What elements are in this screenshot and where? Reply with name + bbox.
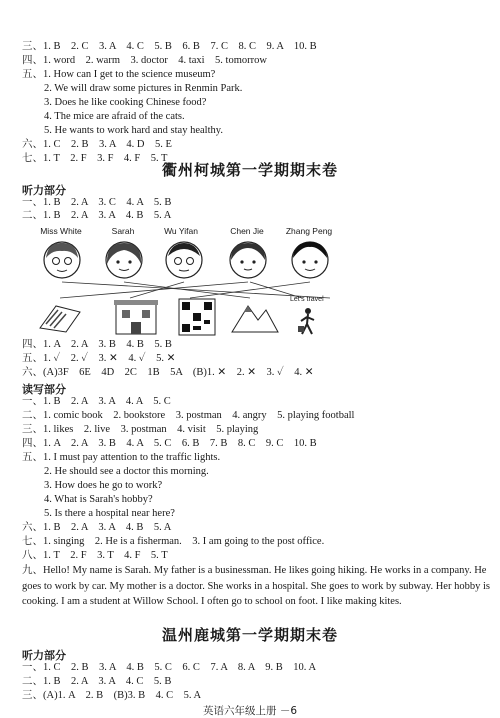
listening-label: 听力部分 [22,649,66,662]
answer-line: 三、1. B 2. C 3. A 4. C 5. B 6. B 7. C 8. C 9. A 10. B [22,41,317,52]
answer-line: 5. Is there a hospital near here? [44,508,175,519]
character-names [0,226,500,238]
answer-line: 三、(A)1. A 2. B (B)3. B 4. C 5. A [22,690,202,701]
answer-line: 4. The mice are afraid of the cats. [44,111,185,122]
name-label: Wu Yifan [164,226,198,236]
answer-line: 二、1. B 2. A 3. A 4. B 5. A [22,210,172,221]
answer-line: 四、1. A 2. A 3. B 4. B 5. B [22,339,172,350]
listening-label: 听力部分 [22,184,66,197]
portrait-wu-yifan [164,240,204,284]
page-footer: 英语六年级上册 －6 [202,705,298,717]
answer-line: 七、1. T 2. F 3. F 4. F 5. T [22,153,168,164]
scene-building-picture [112,296,160,336]
scene-subway-picture [178,298,216,336]
answer-line: 四、1. A 2. A 3. B 4. A 5. C 6. B 7. B 8. C 9. C 10. B [22,438,317,449]
answer-line: 七、1. singing 2. He is a fisherman. 3. I am going to the post office. [22,536,325,547]
portrait-sarah [104,240,144,284]
answer-line: 六、1. B 2. A 3. A 4. B 5. A [22,522,172,533]
answer-line: 五、1. ✓ 2. ✓ 3. ✕ 4. ✓ 5. ✕ [22,353,176,364]
scene-book-picture [36,298,84,334]
answer-line: 五、1. How can I get to the science museum? [22,69,216,80]
answer-line: 2. He should see a doctor this morning. [44,466,209,477]
scene-caption: Let's travel [290,296,324,303]
portrait-miss-white [42,240,82,284]
answer-line: 八、1. T 2. F 3. T 4. F 5. T [22,550,168,561]
portrait-chen-jie [228,240,268,284]
answer-line: 六、(A)3F 6E 4D 2C 1B 5A (B)1. ✕ 2. ✕ 3. ✓ 4. ✕ [22,367,314,378]
answer-line: 一、1. B 2. A 3. C 4. A 5. B [22,197,172,208]
passage-answer: 九、Hello! My name is Sarah. My father is a businessman. He likes going hiking. He works in a company. He goes to work by car. My mother is a doctor. She works in a hospital. She goes to work by subway. Her hobby is cooking. I am a student at Willow School. I often go to school on foot. I like making kites. [22,565,490,607]
answer-line: 一、1. B 2. A 3. A 4. A 5. C [22,396,171,407]
name-label: Miss White [40,226,82,236]
section-title: 温州鹿城第一学期期末卷 [161,626,338,644]
answer-line: 2. We will draw some pictures in Renmin Park. [44,83,243,94]
name-label: Sarah [111,226,135,236]
answer-line: 3. Does he like cooking Chinese food? [44,97,207,108]
name-label: Chen Jie [230,226,264,236]
answer-line: 三、1. likes 2. live 3. postman 4. visit 5. playing [22,424,259,435]
answer-line: 4. What is Sarah's hobby? [44,494,153,505]
answer-line: 5. He wants to work hard and stay healthy. [44,125,223,136]
section-title: 衢州柯城第一学期期末卷 [161,161,338,179]
name-label: Zhang Peng [285,226,333,236]
answer-line: 四、1. word 2. warm 3. doctor 4. taxi 5. tomorrow [22,55,267,66]
scene-mountain-picture [230,296,280,336]
answer-line: 五、1. I must pay attention to the traffic lights. [22,452,221,463]
portrait-zhang-peng [290,240,330,284]
answer-line: 二、1. B 2. A 3. A 4. C 5. B [22,676,172,687]
answer-line: 3. How does he go to work? [44,480,163,491]
reading-writing-label: 读写部分 [22,383,66,396]
answer-line: 六、1. C 2. B 3. A 4. D 5. E [22,139,172,150]
answer-line: 一、1. C 2. B 3. A 4. B 5. C 6. C 7. A 8. A 9. B 10. A [22,662,317,673]
scene-hiker-picture [292,306,322,336]
answer-line: 二、1. comic book 2. bookstore 3. postman 4. angry 5. playing football [22,410,355,421]
